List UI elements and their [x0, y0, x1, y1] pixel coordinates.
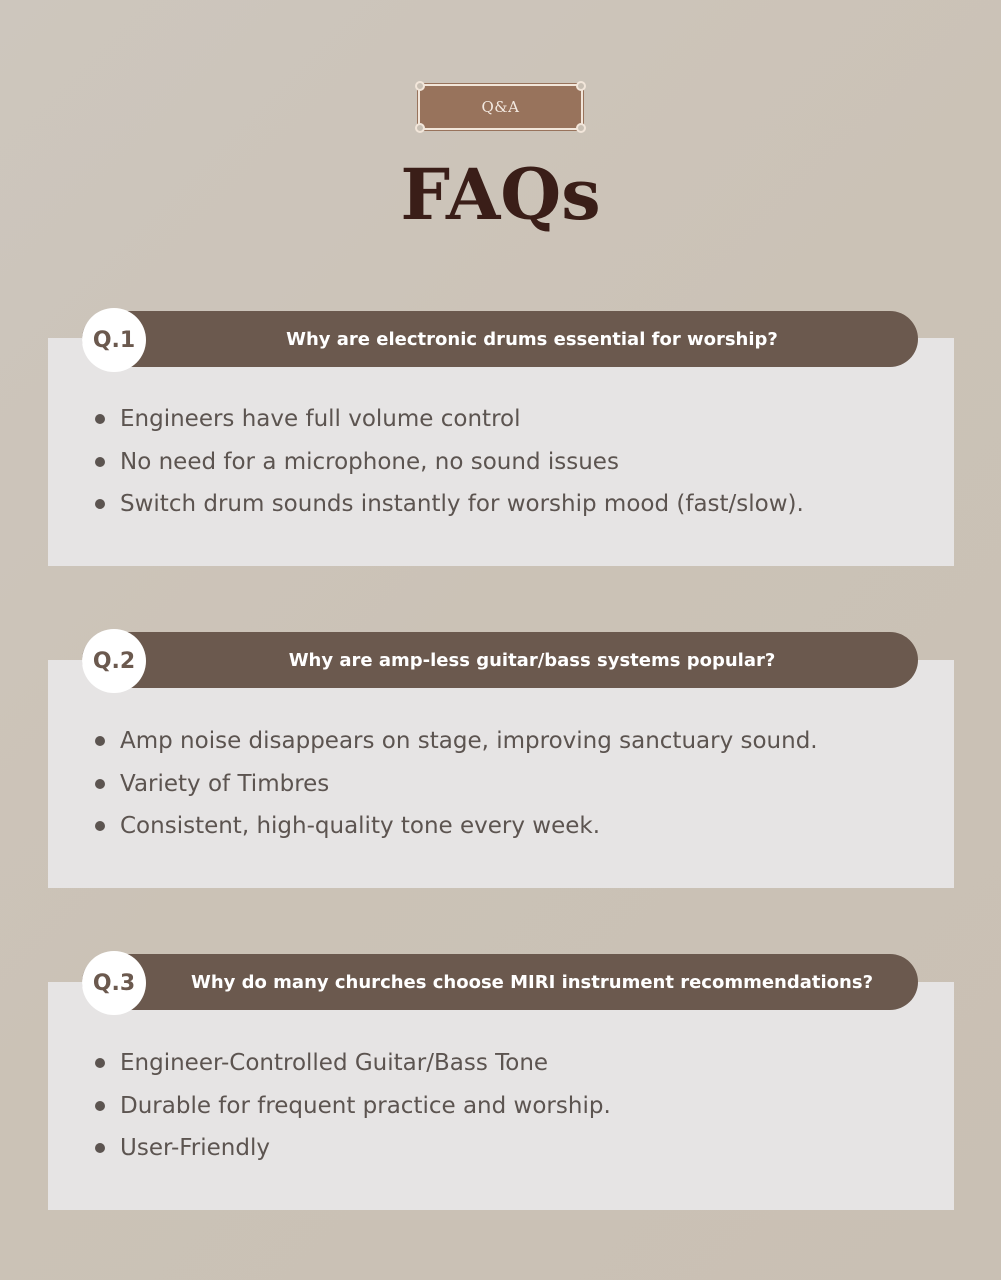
badge-corner-ornament — [415, 123, 425, 133]
answer-item — [48, 1042, 954, 1085]
question-number-badge: Q.1 — [82, 308, 146, 372]
badge-corner-ornament — [415, 81, 425, 91]
bullet-icon — [95, 736, 105, 746]
badge-corner-ornament — [576, 123, 586, 133]
answer-text: Engineer-Controlled Guitar/Bass Tone — [120, 1050, 549, 1076]
answer-text: No need for a microphone, no sound issues — [120, 448, 619, 475]
answer-text: Durable for frequent practice and worship. — [120, 1092, 611, 1119]
bullet-icon — [95, 779, 105, 789]
bullet-icon — [95, 1101, 105, 1111]
badge-corner-ornament — [576, 81, 586, 91]
bullet-icon — [95, 1143, 105, 1153]
answer-text: Amp noise disappears on stage, improving sanctuary sound. — [120, 728, 818, 754]
answer-item — [48, 1127, 954, 1170]
question-text: Why do many churches choose MIRI instrument recommendations? — [190, 971, 874, 993]
answer-list-2 — [48, 720, 954, 848]
answer-item — [48, 805, 954, 848]
question-text: Why are electronic drums essential for worship? — [286, 328, 778, 350]
bullet-icon — [95, 1058, 105, 1068]
answer-text: Switch drum sounds instantly for worship mood (fast/slow). — [120, 491, 804, 517]
page-title: FAQs — [400, 153, 601, 236]
answer-item — [48, 720, 954, 763]
answer-text: User-Friendly — [120, 1135, 270, 1161]
faq-header-3 — [82, 954, 918, 1010]
answer-list-1 — [48, 398, 954, 526]
qa-badge — [418, 84, 583, 130]
answer-item — [48, 1085, 954, 1128]
answer-text: Engineers have full volume control — [120, 406, 521, 432]
faq-header-1 — [82, 311, 918, 367]
answer-item — [48, 441, 954, 484]
answer-item — [48, 763, 954, 806]
question-number-badge: Q.2 — [82, 629, 146, 693]
bullet-icon — [95, 414, 105, 424]
qa-badge-label: Q&A — [481, 98, 520, 116]
bullet-icon — [95, 821, 105, 831]
question-text: Why are amp-less guitar/bass systems popular? — [288, 649, 776, 671]
question-number-badge: Q.3 — [82, 951, 146, 1015]
answer-text: Variety of Timbres — [120, 770, 330, 797]
faq-header-2 — [82, 632, 918, 688]
answer-item — [48, 398, 954, 441]
answer-item — [48, 483, 954, 526]
answer-text: Consistent, high-quality tone every week. — [120, 813, 601, 839]
bullet-icon — [95, 457, 105, 467]
answer-list-3 — [48, 1042, 954, 1170]
bullet-icon — [95, 499, 105, 509]
